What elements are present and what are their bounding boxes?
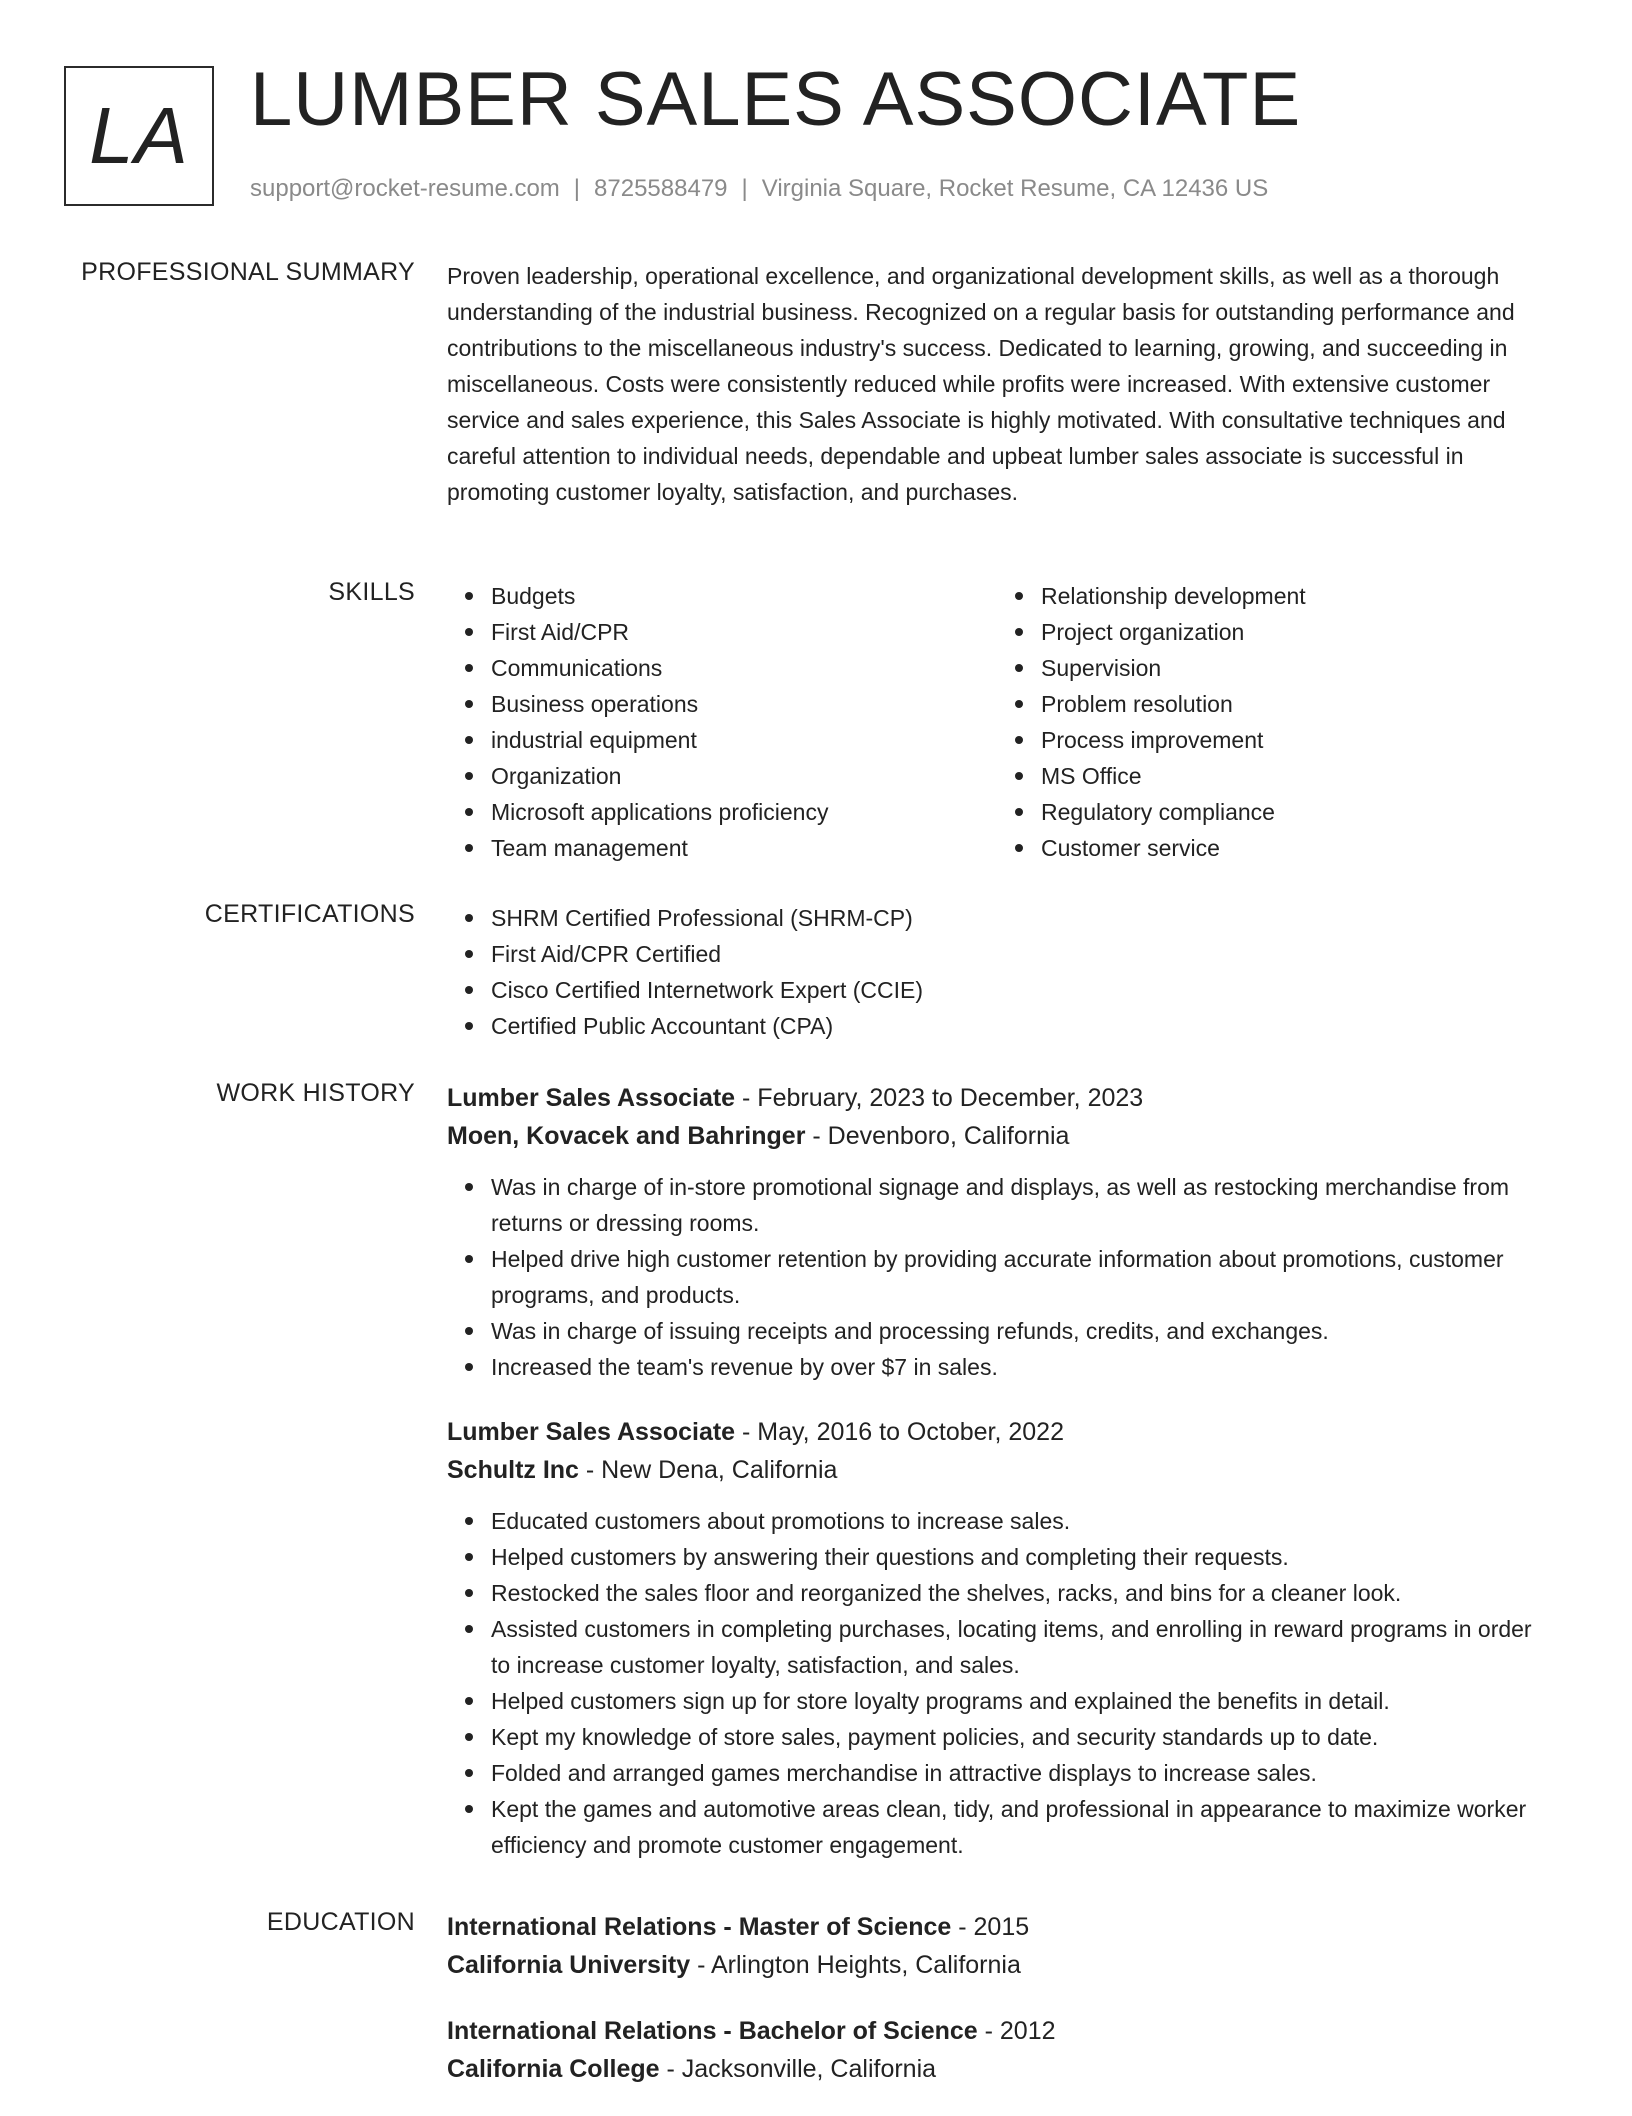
section-label-skills: SKILLS	[328, 578, 415, 606]
skill-item: Business operations	[491, 686, 997, 722]
skills-list-left	[447, 578, 997, 866]
summary-text: Proven leadership, operational excellence, and organizational development skills, as well as a thorough understanding of the industrial business. Recognized on a regular basis for outstanding performance and contributions to the miscellaneous industry's success. Dedicated to learning, growing, and succeeding in miscellaneous. Costs were consistently reduced while profits were increased. With extensive customer service and sales experience, this Sales Associate is highly motivated. With consultative techniques and careful attention to individual needs, dependable and upbeat lumber sales associate is successful in promoting customer loyalty, satisfaction, and purchases.	[447, 263, 1515, 505]
section-label-summary: PROFESSIONAL SUMMARY	[81, 258, 415, 286]
job-title-line	[447, 1079, 1557, 1117]
job-bullet: Restocked the sales floor and reorganized the shelves, racks, and bins for a cleaner look.	[491, 1575, 1557, 1611]
job-entry	[447, 1413, 1557, 1863]
job-company: Schultz Inc	[447, 1456, 579, 1484]
section-label-work-history: WORK HISTORY	[216, 1079, 415, 1107]
education-entry	[447, 1908, 1557, 1984]
certifications-body	[447, 900, 1557, 1044]
contact-separator: |	[741, 175, 748, 202]
job-bullet: Folded and arranged games merchandise in attractive displays to increase sales.	[491, 1755, 1557, 1791]
job-company-line	[447, 1117, 1557, 1155]
skill-item: Microsoft applications proficiency	[491, 794, 997, 830]
contact-email[interactable]: support@rocket-resume.com	[250, 175, 560, 202]
section-label-education: EDUCATION	[266, 1908, 415, 1936]
contact-separator: |	[573, 175, 581, 202]
education-year: - 2015	[951, 1913, 1030, 1941]
job-bullets	[447, 1503, 1557, 1863]
education-degree: International Relations - Bachelor of Science	[447, 2017, 978, 2045]
skill-item: Customer service	[1041, 830, 1547, 866]
job-bullet: Educated customers about promotions to increase sales.	[491, 1503, 1557, 1539]
job-bullets	[447, 1169, 1557, 1385]
skill-item: Budgets	[491, 578, 997, 614]
job-bullet: Kept the games and automotive areas clean, tidy, and professional in appearance to maximize worker efficiency and promote customer engagement.	[491, 1791, 1557, 1863]
skill-item: First Aid/CPR	[491, 614, 997, 650]
job-bullet: Was in charge of issuing receipts and processing refunds, credits, and exchanges.	[491, 1313, 1557, 1349]
job-location: - Devenboro, California	[805, 1122, 1070, 1150]
skill-item: Team management	[491, 830, 997, 866]
skills-column-left	[447, 578, 997, 866]
job-company: Moen, Kovacek and Bahringer	[447, 1122, 806, 1150]
skill-item: Supervision	[1041, 650, 1547, 686]
certification-item: Cisco Certified Internetwork Expert (CCIE)	[491, 972, 1557, 1008]
contact-line	[250, 175, 1268, 203]
skills-body	[447, 578, 1557, 866]
job-bullet: Increased the team's revenue by over $7 in sales.	[491, 1349, 1557, 1385]
job-bullet: Assisted customers in completing purchases, locating items, and enrolling in reward programs in order to increase customer loyalty, satisfaction, and sales.	[491, 1611, 1557, 1683]
skill-item: industrial equipment	[491, 722, 997, 758]
education-location: - Jacksonville, California	[659, 2055, 937, 2083]
skill-item: Process improvement	[1041, 722, 1547, 758]
education-degree: International Relations - Master of Science	[447, 1913, 952, 1941]
education-school-line	[447, 1946, 1557, 1984]
skills-list-right	[997, 578, 1547, 866]
education-degree-line	[447, 2012, 1557, 2050]
skill-item: Problem resolution	[1041, 686, 1547, 722]
work-history-body	[447, 1079, 1557, 1891]
certification-item: Certified Public Accountant (CPA)	[491, 1008, 1557, 1044]
certification-item: SHRM Certified Professional (SHRM-CP)	[491, 900, 1557, 936]
job-bullet: Helped customers by answering their questions and completing their requests.	[491, 1539, 1557, 1575]
skills-column-right	[997, 578, 1547, 866]
certification-item: First Aid/CPR Certified	[491, 936, 1557, 972]
education-entry	[447, 2012, 1557, 2088]
section-label-certifications: CERTIFICATIONS	[204, 900, 415, 928]
education-school-line	[447, 2050, 1557, 2088]
monogram-logo: LA	[64, 66, 214, 206]
job-bullet: Helped drive high customer retention by providing accurate information about promotions, customer programs, and products.	[491, 1241, 1557, 1313]
skill-item: Project organization	[1041, 614, 1547, 650]
education-school: California College	[447, 2055, 660, 2083]
education-body	[447, 1908, 1557, 2116]
job-entry	[447, 1079, 1557, 1385]
skill-item: Communications	[491, 650, 997, 686]
certifications-list	[447, 900, 1557, 1044]
job-company-line	[447, 1451, 1557, 1489]
skill-item: Relationship development	[1041, 578, 1547, 614]
job-title: Lumber Sales Associate	[447, 1084, 736, 1112]
job-title: Lumber Sales Associate	[447, 1418, 736, 1446]
education-school: California University	[447, 1951, 691, 1979]
job-bullet: Was in charge of in-store promotional signage and displays, as well as restocking merchandise from returns or dressing rooms.	[491, 1169, 1557, 1241]
job-title-line	[447, 1413, 1557, 1451]
contact-phone[interactable]: 8725588479	[594, 175, 728, 202]
skill-item: Regulatory compliance	[1041, 794, 1547, 830]
page-title: LUMBER SALES ASSOCIATE	[250, 57, 1302, 142]
job-dates: - May, 2016 to October, 2022	[735, 1418, 1064, 1446]
education-year: - 2012	[977, 2017, 1056, 2045]
contact-address: Virginia Square, Rocket Resume, CA 12436 US	[761, 175, 1269, 202]
education-degree-line	[447, 1908, 1557, 1946]
skill-item: MS Office	[1041, 758, 1547, 794]
education-location: - Arlington Heights, California	[690, 1951, 1021, 1979]
job-location: - New Dena, California	[578, 1456, 838, 1484]
job-dates: - February, 2023 to December, 2023	[735, 1084, 1144, 1112]
job-bullet: Helped customers sign up for store loyalty programs and explained the benefits in detail.	[491, 1683, 1557, 1719]
summary-body	[447, 258, 1557, 510]
skills-grid	[447, 578, 1557, 866]
job-bullet: Kept my knowledge of store sales, payment policies, and security standards up to date.	[491, 1719, 1557, 1755]
skill-item: Organization	[491, 758, 997, 794]
